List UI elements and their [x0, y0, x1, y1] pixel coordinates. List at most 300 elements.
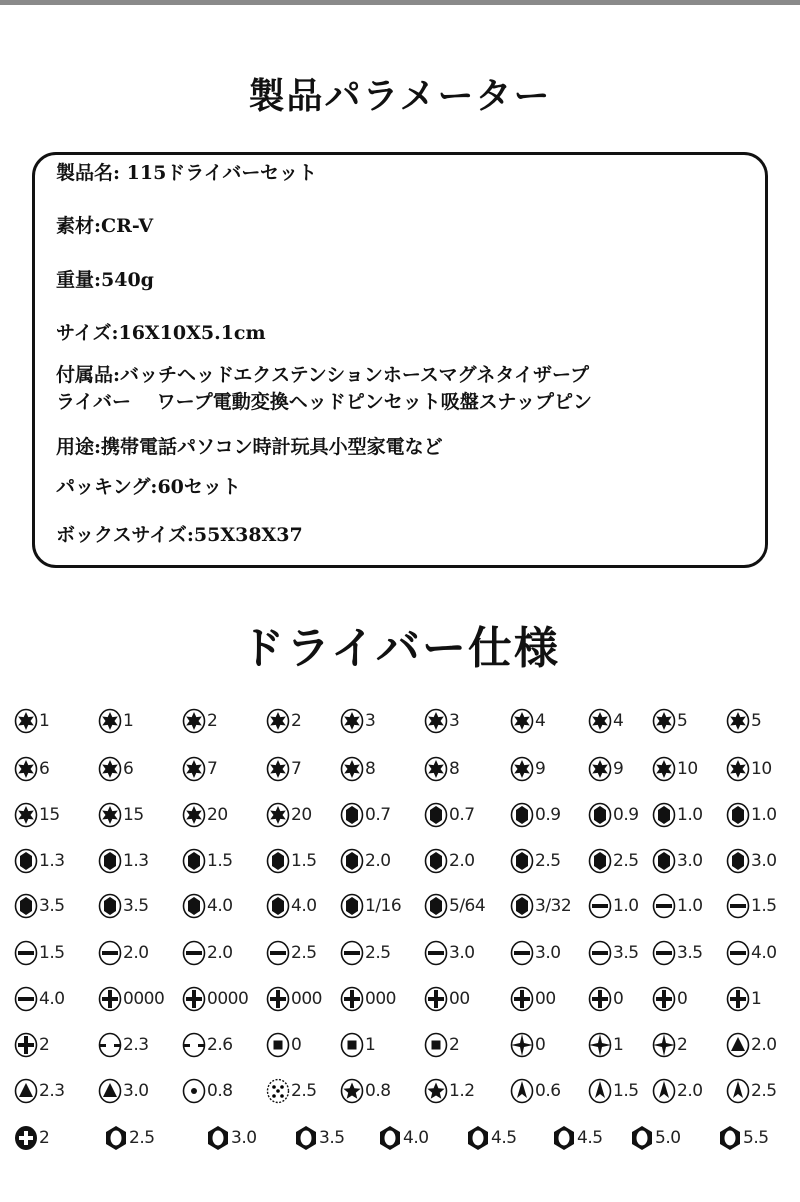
bit-size: 0.8 [207, 1081, 233, 1101]
bit-item [726, 893, 777, 919]
bit-item [552, 1125, 603, 1151]
bit-item [652, 940, 703, 966]
bit-size: 9 [613, 759, 624, 779]
hex-bit-icon [726, 848, 750, 874]
bit-size: 1 [613, 1035, 624, 1055]
split-slot-bit-icon [182, 1032, 206, 1058]
bit-item [182, 1078, 233, 1104]
slot-bit-icon [98, 940, 122, 966]
bit-item [510, 708, 545, 734]
bit-item [98, 848, 149, 874]
square-bit-icon [424, 1032, 448, 1058]
bit-size: 2.0 [123, 943, 149, 963]
bit-size: 10 [751, 759, 772, 779]
spec-usage: 用途:携帯電話パソコン時計玩具小型家電など [56, 436, 443, 458]
bit-size: 0.6 [535, 1081, 561, 1101]
slot-bit-icon [588, 940, 612, 966]
bit-size: 1 [123, 711, 134, 731]
bit-size: 3.0 [449, 943, 475, 963]
bit-item [182, 986, 248, 1012]
bit-item [14, 708, 49, 734]
bit-item [652, 986, 687, 1012]
bit-item [424, 986, 470, 1012]
slot-bit-icon [14, 986, 38, 1012]
y-tip-bit-icon [588, 1078, 612, 1104]
torx-bit-icon [98, 756, 122, 782]
hex-socket-bit-icon [104, 1125, 128, 1151]
bit-size: 7 [291, 759, 302, 779]
square-bit-icon [340, 1032, 364, 1058]
bit-size: 1.0 [751, 805, 777, 825]
bit-item [98, 1032, 149, 1058]
bit-size: 4.0 [39, 989, 65, 1009]
bit-size: 2.5 [291, 1081, 317, 1101]
bit-item [652, 756, 698, 782]
bit-item [266, 708, 301, 734]
hex-socket-bit-icon [552, 1125, 576, 1151]
bit-size: 4.5 [577, 1128, 603, 1148]
bit-item [726, 940, 777, 966]
torx-bit-icon [340, 756, 364, 782]
bit-size: 5.0 [655, 1128, 681, 1148]
torx-bit-icon [14, 708, 38, 734]
hex-socket-bit-icon [718, 1125, 742, 1151]
section-title-driver-specs: ドライバー仕様 [240, 623, 560, 674]
slot-bit-icon [182, 940, 206, 966]
bit-item [588, 893, 639, 919]
bit-size: 1 [365, 1035, 376, 1055]
bit-size: 3 [365, 711, 376, 731]
y-tip-bit-icon [726, 1078, 750, 1104]
phillips-bit-icon [182, 986, 206, 1012]
bit-item [588, 708, 623, 734]
bit-size: 8 [365, 759, 376, 779]
bit-size: 3.0 [751, 851, 777, 871]
bit-size: 2.5 [365, 943, 391, 963]
bit-size: 8 [449, 759, 460, 779]
bit-item [588, 940, 639, 966]
bit-item [718, 1125, 769, 1151]
bit-size: 2 [291, 711, 302, 731]
torx-bit-icon [14, 802, 38, 828]
bit-size: 2 [39, 1035, 50, 1055]
bit-size: 1.5 [751, 896, 777, 916]
torx-bit-icon [266, 756, 290, 782]
torx-bit-icon [266, 802, 290, 828]
bit-size: 9 [535, 759, 546, 779]
y-tip-bit-icon [510, 1078, 534, 1104]
bit-item [98, 893, 149, 919]
bit-size: 1.3 [39, 851, 65, 871]
bit-size: 2.5 [129, 1128, 155, 1148]
torx-bit-icon [424, 756, 448, 782]
split-slot-bit-icon [98, 1032, 122, 1058]
bit-size: 00 [449, 989, 470, 1009]
bit-item [510, 893, 571, 919]
bit-item [340, 848, 391, 874]
bit-size: 5.5 [743, 1128, 769, 1148]
spec-accessories: 付属品:バッチヘッドエクステンションホースマグネタイザープ ライバー ワープ電動変換ヘッドピンセット吸盤スナップピン [56, 364, 592, 413]
bit-size: 2.6 [207, 1035, 233, 1055]
bit-size: 3 [449, 711, 460, 731]
torx-bit-icon [424, 708, 448, 734]
torx-bit-icon [726, 708, 750, 734]
phillips-bit-icon [588, 986, 612, 1012]
bit-size: 1/16 [365, 896, 402, 916]
cross-point-bit-icon [652, 1032, 676, 1058]
bit-item [424, 893, 485, 919]
bit-size: 2.0 [365, 851, 391, 871]
hex-bit-icon [266, 893, 290, 919]
spec-size: サイズ:16X10X5.1cm [56, 322, 266, 344]
bit-item [340, 986, 396, 1012]
bit-size: 0000 [207, 989, 249, 1009]
bit-size: 2 [39, 1128, 50, 1148]
bit-item [266, 802, 312, 828]
bit-size: 4.0 [751, 943, 777, 963]
bit-item [266, 756, 301, 782]
bit-size: 3.5 [123, 896, 149, 916]
bit-size: 4.5 [491, 1128, 517, 1148]
hex-bit-icon [340, 893, 364, 919]
torx-bit-icon [510, 756, 534, 782]
bit-size: 000 [291, 989, 322, 1009]
hex-bit-icon [510, 893, 534, 919]
hex-bit-icon [726, 802, 750, 828]
top-border [0, 0, 800, 5]
torx-bit-icon [98, 802, 122, 828]
bit-item [340, 708, 375, 734]
cross-point-bit-icon [510, 1032, 534, 1058]
torx-bit-icon [182, 802, 206, 828]
bit-size: 4.0 [291, 896, 317, 916]
hex-bit-icon [424, 802, 448, 828]
bit-item [726, 708, 761, 734]
star-bit-icon [424, 1078, 448, 1104]
bit-item [182, 756, 217, 782]
dot-bit-icon [182, 1078, 206, 1104]
slot-bit-icon [726, 893, 750, 919]
bit-size: 0 [535, 1035, 546, 1055]
bit-item [510, 940, 561, 966]
bit-item [14, 893, 65, 919]
spec-product-name: 製品名: 115ドライバーセット [56, 162, 317, 184]
bit-size: 4.0 [207, 896, 233, 916]
bit-item [424, 1032, 459, 1058]
hex-socket-bit-icon [294, 1125, 318, 1151]
bit-item [424, 940, 475, 966]
torx-bit-icon [182, 756, 206, 782]
bit-item [182, 1032, 233, 1058]
bit-item [424, 802, 475, 828]
bit-size: 2.5 [751, 1081, 777, 1101]
spec-material: 素材:CR-V [56, 215, 154, 237]
bit-item [652, 1032, 687, 1058]
bit-item [98, 1078, 149, 1104]
hex-bit-icon [182, 848, 206, 874]
triangle-bit-icon [14, 1078, 38, 1104]
bit-size: 2.0 [207, 943, 233, 963]
bit-size: 0.7 [365, 805, 391, 825]
bit-size: 7 [207, 759, 218, 779]
bit-item [510, 756, 545, 782]
y-tip-bit-icon [652, 1078, 676, 1104]
pentalobe-dots-bit-icon [266, 1078, 290, 1104]
bit-size: 1.3 [123, 851, 149, 871]
bit-item [510, 986, 556, 1012]
bit-size: 1.5 [291, 851, 317, 871]
torx-bit-icon [182, 708, 206, 734]
bit-item [266, 1032, 301, 1058]
hex-bit-icon [98, 893, 122, 919]
bit-size: 2.5 [291, 943, 317, 963]
torx-bit-icon [588, 756, 612, 782]
bit-size: 4 [535, 711, 546, 731]
bit-item [588, 1032, 623, 1058]
bit-item [14, 940, 65, 966]
bit-size: 2.0 [449, 851, 475, 871]
hex-socket-bit-icon [206, 1125, 230, 1151]
bit-item [630, 1125, 681, 1151]
bit-size: 4.0 [403, 1128, 429, 1148]
square-bit-icon [266, 1032, 290, 1058]
bit-item [14, 1125, 49, 1151]
bit-item [588, 1078, 639, 1104]
spec-weight: 重量:540g [56, 269, 154, 291]
bit-size: 10 [677, 759, 698, 779]
torx-bit-icon [340, 708, 364, 734]
bit-size: 0 [677, 989, 688, 1009]
triangle-bit-icon [726, 1032, 750, 1058]
hex-bit-icon [182, 893, 206, 919]
bit-item [652, 802, 703, 828]
bit-item [378, 1125, 429, 1151]
triangle-bit-icon [98, 1078, 122, 1104]
bit-item [588, 986, 623, 1012]
bit-size: 3.5 [39, 896, 65, 916]
bit-size: 0000 [123, 989, 165, 1009]
bit-item [340, 1078, 391, 1104]
torx-bit-icon [652, 708, 676, 734]
bit-item [98, 756, 133, 782]
hex-bit-icon [588, 802, 612, 828]
bit-size: 1.5 [613, 1081, 639, 1101]
torx-bit-icon [98, 708, 122, 734]
torx-bit-icon [652, 756, 676, 782]
bit-item [588, 848, 639, 874]
hex-bit-icon [98, 848, 122, 874]
bit-size: 5/64 [449, 896, 486, 916]
bit-item [104, 1125, 155, 1151]
bit-item [726, 802, 777, 828]
phillips-bit-icon [510, 986, 534, 1012]
bit-size: 3.0 [231, 1128, 257, 1148]
bit-size: 0.7 [449, 805, 475, 825]
section-title-product-parameters: 製品パラメーター [248, 75, 552, 117]
bit-size: 3.0 [535, 943, 561, 963]
bit-item [726, 1078, 777, 1104]
hex-bit-icon [340, 802, 364, 828]
bit-item [424, 708, 459, 734]
bit-size: 2.3 [39, 1081, 65, 1101]
bit-item [652, 893, 703, 919]
bit-item [266, 848, 317, 874]
bit-item [588, 802, 639, 828]
bit-size: 15 [123, 805, 144, 825]
torx-bit-icon [726, 756, 750, 782]
bit-size: 6 [123, 759, 134, 779]
bit-item [14, 1078, 65, 1104]
bit-item [14, 848, 65, 874]
bit-item [652, 1078, 703, 1104]
bit-size: 20 [207, 805, 228, 825]
phillips-bit-icon [14, 1032, 38, 1058]
slot-bit-icon [652, 893, 676, 919]
bit-size: 3.5 [677, 943, 703, 963]
bit-item [98, 940, 149, 966]
bit-item [466, 1125, 517, 1151]
bit-size: 2 [449, 1035, 460, 1055]
bit-item [340, 1032, 375, 1058]
bit-size: 1.5 [207, 851, 233, 871]
bit-item [98, 802, 144, 828]
bit-item [652, 848, 703, 874]
bit-size: 15 [39, 805, 60, 825]
hex-bit-icon [510, 848, 534, 874]
hex-bit-icon [14, 893, 38, 919]
bit-size: 2.5 [613, 851, 639, 871]
bit-item [424, 756, 459, 782]
bit-item [182, 848, 233, 874]
bit-item [182, 708, 217, 734]
slot-bit-icon [424, 940, 448, 966]
bit-item [588, 756, 623, 782]
bit-size: 2.0 [751, 1035, 777, 1055]
torx-bit-icon [510, 708, 534, 734]
bit-item [726, 848, 777, 874]
bit-size: 1 [751, 989, 762, 1009]
bit-size: 2.0 [677, 1081, 703, 1101]
bit-size: 000 [365, 989, 396, 1009]
bit-item [98, 986, 164, 1012]
phillips-bit-icon [652, 986, 676, 1012]
bit-item [266, 940, 317, 966]
slot-bit-icon [588, 893, 612, 919]
bit-item [510, 848, 561, 874]
bit-size: 0.9 [613, 805, 639, 825]
phillips-bit-icon [340, 986, 364, 1012]
bit-size: 1.0 [677, 896, 703, 916]
hex-bit-icon [510, 802, 534, 828]
spec-box-size: ボックスサイズ:55X38X37 [56, 524, 303, 546]
bit-size: 2.3 [123, 1035, 149, 1055]
torx-bit-icon [588, 708, 612, 734]
torx-bit-icon [266, 708, 290, 734]
bit-size: 00 [535, 989, 556, 1009]
bit-size: 1.0 [613, 896, 639, 916]
hex-bit-icon [652, 802, 676, 828]
bit-item [182, 802, 228, 828]
hex-bit-icon [424, 848, 448, 874]
bit-item [14, 756, 49, 782]
bit-item [726, 756, 772, 782]
bit-size: 5 [751, 711, 762, 731]
bold-cross-bit-icon [14, 1125, 38, 1151]
bit-item [14, 986, 65, 1012]
hex-bit-icon [14, 848, 38, 874]
bit-size: 3.5 [613, 943, 639, 963]
star-bit-icon [340, 1078, 364, 1104]
phillips-bit-icon [266, 986, 290, 1012]
bit-item [340, 756, 375, 782]
bit-item [266, 893, 317, 919]
bit-item [424, 1078, 475, 1104]
bit-item [652, 708, 687, 734]
bit-item [182, 940, 233, 966]
bit-item [14, 802, 60, 828]
bit-item [424, 848, 475, 874]
bit-item [98, 708, 133, 734]
bit-size: 20 [291, 805, 312, 825]
hex-bit-icon [588, 848, 612, 874]
bit-size: 3.5 [319, 1128, 345, 1148]
bit-size: 0.9 [535, 805, 561, 825]
bit-size: 3.0 [123, 1081, 149, 1101]
bit-item [340, 940, 391, 966]
bit-item [510, 802, 561, 828]
bit-size: 3.0 [677, 851, 703, 871]
bit-size: 1.5 [39, 943, 65, 963]
hex-bit-icon [652, 848, 676, 874]
phillips-bit-icon [98, 986, 122, 1012]
bit-item [182, 893, 233, 919]
hex-bit-icon [266, 848, 290, 874]
bit-size: 1 [39, 711, 50, 731]
bit-size: 0.8 [365, 1081, 391, 1101]
slot-bit-icon [14, 940, 38, 966]
bit-item [340, 893, 401, 919]
bit-size: 1.2 [449, 1081, 475, 1101]
bit-item [266, 986, 322, 1012]
slot-bit-icon [652, 940, 676, 966]
bit-item [266, 1078, 317, 1104]
torx-bit-icon [14, 756, 38, 782]
bit-size: 2.5 [535, 851, 561, 871]
bit-item [14, 1032, 49, 1058]
bit-item [726, 986, 761, 1012]
bit-item [510, 1078, 561, 1104]
slot-bit-icon [510, 940, 534, 966]
bit-item [726, 1032, 777, 1058]
slot-bit-icon [266, 940, 290, 966]
bit-size: 2 [677, 1035, 688, 1055]
phillips-bit-icon [726, 986, 750, 1012]
hex-bit-icon [340, 848, 364, 874]
bit-item [294, 1125, 345, 1151]
bit-item [206, 1125, 257, 1151]
phillips-bit-icon [424, 986, 448, 1012]
bit-size: 6 [39, 759, 50, 779]
hex-socket-bit-icon [378, 1125, 402, 1151]
bit-item [340, 802, 391, 828]
bit-size: 1.0 [677, 805, 703, 825]
slot-bit-icon [340, 940, 364, 966]
cross-point-bit-icon [588, 1032, 612, 1058]
hex-bit-icon [424, 893, 448, 919]
bit-size: 0 [613, 989, 624, 1009]
hex-socket-bit-icon [630, 1125, 654, 1151]
bit-size: 5 [677, 711, 688, 731]
